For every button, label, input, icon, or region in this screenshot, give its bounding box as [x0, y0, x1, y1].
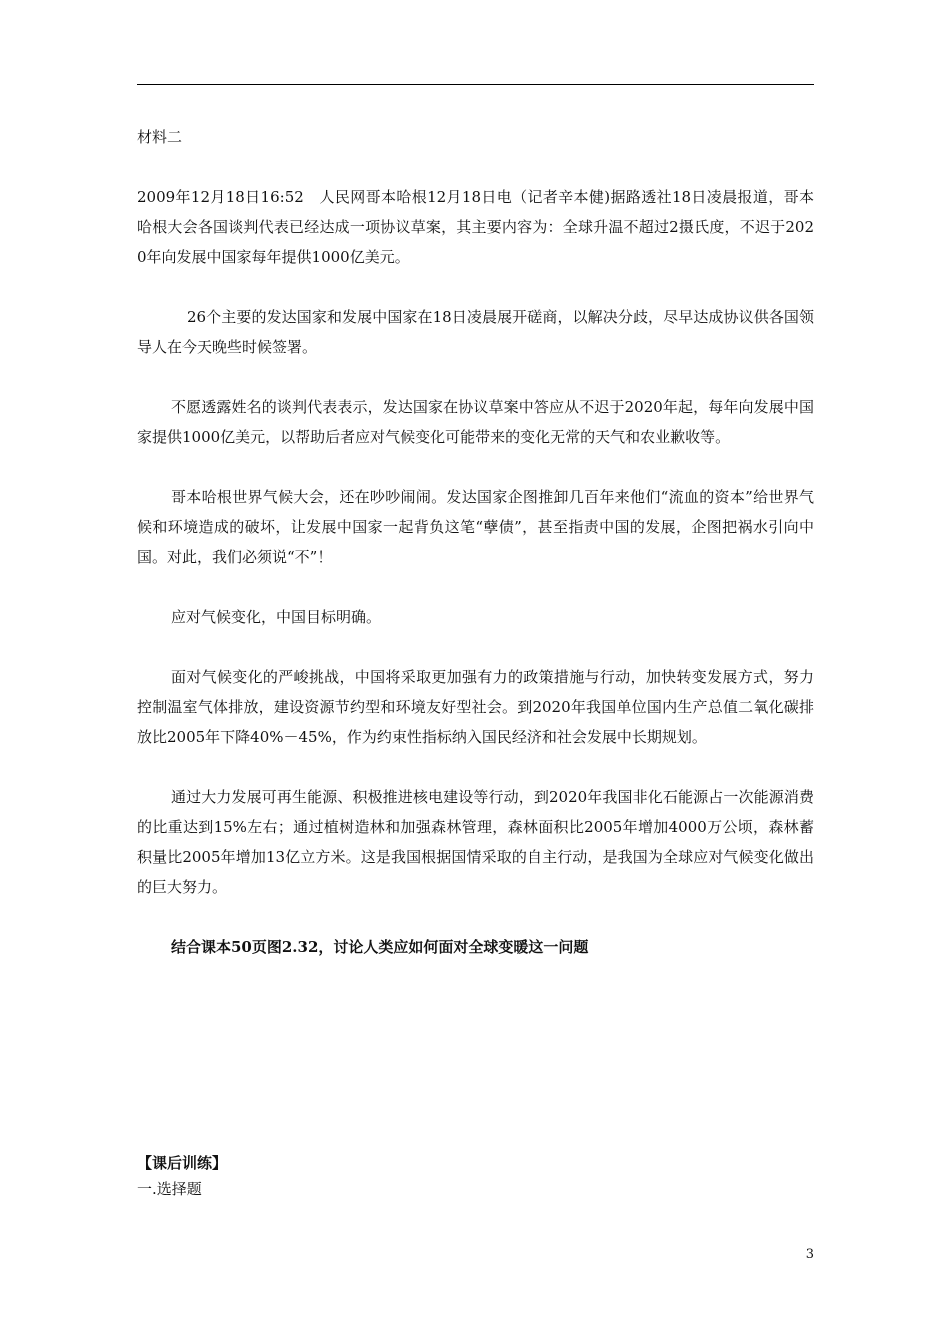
multiple-choice-heading: 一.选择题: [137, 1180, 202, 1198]
paragraph-copenhagen-conference: 哥本哈根世界气候大会，还在吵吵闹闹。发达国家企图推卸几百年来他们“流血的资本”给世界气候和环境造成的破坏，让发展中国家一起背负这笔“孽债”，甚至指责中国的发展，企图把祸水引向中国。对此，我们必须说“不”！: [137, 488, 814, 566]
header-rule: [137, 84, 814, 85]
paragraph-negotiation: 26个主要的发达国家和发展中国家在18日凌晨展开磋商，以解决分歧，尽早达成协议供各国领导人在今天晚些时候签署。: [137, 308, 814, 356]
discussion-prompt: 结合课本50页图2.32，讨论人类应如何面对全球变暖这一问题: [171, 938, 589, 956]
paragraph-china-measures: 面对气候变化的严峻挑战，中国将采取更加强有力的政策措施与行动，加快转变发展方式，努力控制温室气体排放，建设资源节约型和环境友好型社会。到2020年我国单位国内生产总值二氧化碳排放比2005年下降40%－45%，作为约束性指标纳入国民经济和社会发展中长期规划。: [137, 668, 814, 746]
after-class-section: [137, 1150, 814, 1202]
document-body: [137, 122, 814, 992]
page-number: 3: [805, 1247, 814, 1262]
paragraph-anonymous-negotiator: 不愿透露姓名的谈判代表表示，发达国家在协议草案中答应从不迟于2020年起，每年向发展中国家提供1000亿美元，以帮助后者应对气候变化可能带来的变化无常的天气和农业歉收等。: [137, 398, 814, 446]
paragraph-renewable-energy: 通过大力发展可再生能源、积极推进核电建设等行动，到2020年我国非化石能源占一次能源消费的比重达到15%左右；通过植树造林和加强森林管理，森林面积比2005年增加4000万公顷，森林蓄积量比2005年增加13亿立方米。这是我国根据国情采取的自主行动，是我国为全球应对气候变化做出的巨大努力。: [137, 788, 814, 896]
paragraph-china-goal: 应对气候变化，中国目标明确。: [171, 608, 382, 626]
material-title: 材料二: [137, 128, 183, 146]
after-class-title: 【课后训练】: [137, 1154, 228, 1172]
paragraph-news-report: 2009年12月18日16:52 人民网哥本哈根12月18日电（记者辛本健)据路透社18日凌晨报道，哥本哈根大会各国谈判代表已经达成一项协议草案，其主要内容为：全球升温不超过2摄氏度，不迟于2020年向发展中国家每年提供1000亿美元。: [137, 188, 814, 266]
